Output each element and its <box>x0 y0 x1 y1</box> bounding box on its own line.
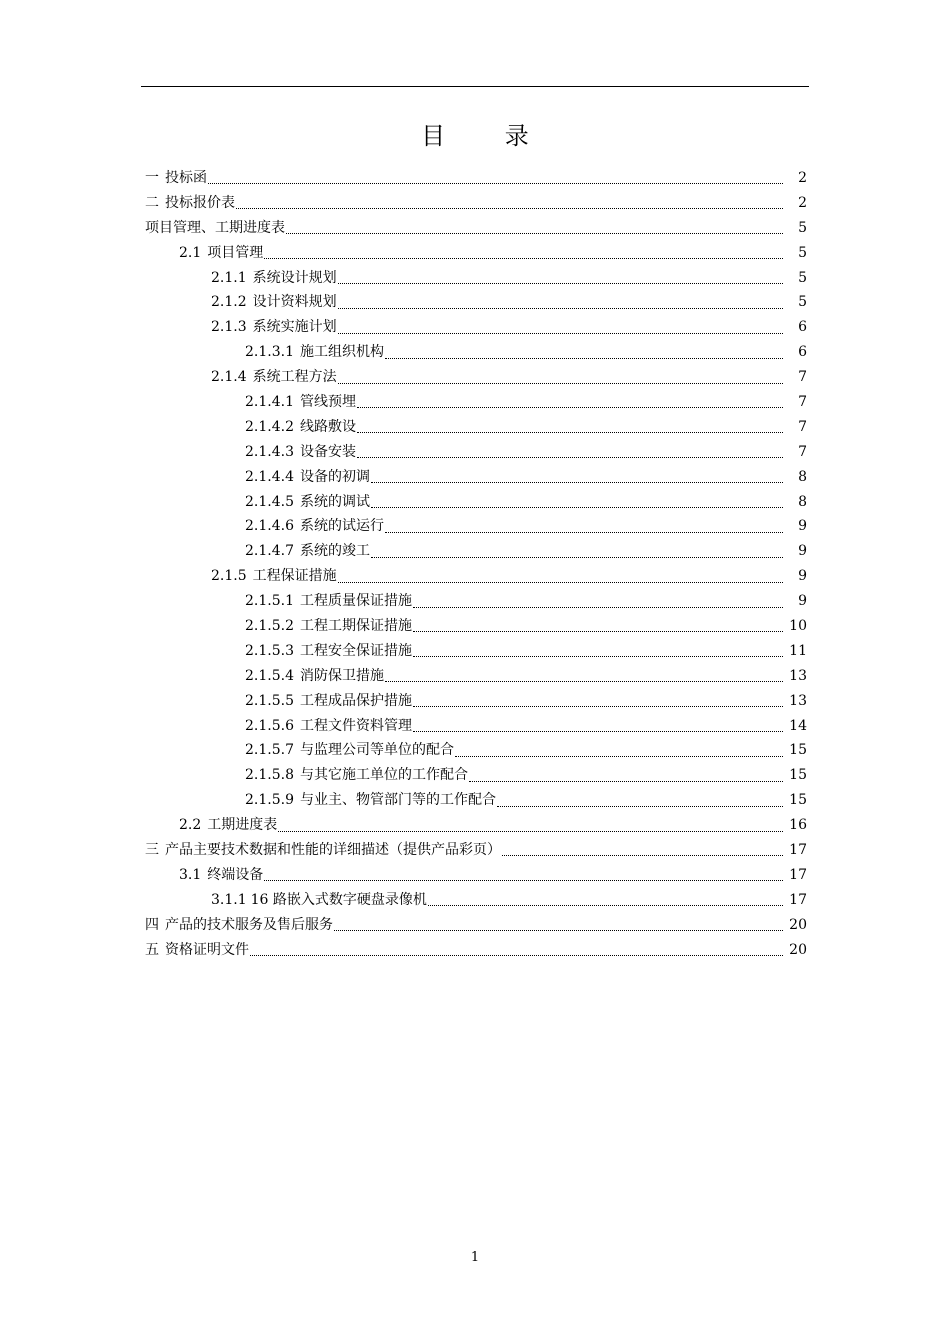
toc-entry-label <box>245 539 370 564</box>
dot-leader <box>413 655 783 657</box>
toc-entry-text: 线路敷设 <box>299 418 356 435</box>
toc-entry[interactable] <box>145 390 807 415</box>
toc-entry-text: 与业主、物管部门等的工作配合 <box>299 792 496 809</box>
toc-entry-label <box>245 514 384 539</box>
dot-leader <box>357 431 783 433</box>
toc-entry-page: 15 <box>789 742 807 759</box>
toc-entry-page: 5 <box>798 244 807 261</box>
toc-entry-page: 13 <box>789 692 807 709</box>
toc-entry[interactable] <box>145 539 807 564</box>
toc-entry-label <box>145 938 249 963</box>
toc-entry-number: 2.1.5 <box>211 568 247 585</box>
toc-entry-page: 15 <box>789 792 807 809</box>
toc-entry[interactable] <box>145 465 807 490</box>
toc-entry-label <box>245 614 412 639</box>
toc-entry-text: 系统设计规划 <box>252 269 337 286</box>
toc-entry[interactable] <box>145 913 807 938</box>
toc-entry-page: 2 <box>798 194 807 211</box>
toc-entry-text: 产品的技术服务及售后服务 <box>165 916 333 933</box>
toc-entry-label <box>245 738 454 763</box>
dot-leader <box>278 830 783 832</box>
toc-entry[interactable] <box>145 564 807 589</box>
toc-entry-label <box>245 440 356 465</box>
toc-entry[interactable] <box>145 241 807 266</box>
toc-entry-text: 设备的初调 <box>299 468 370 485</box>
dot-leader <box>264 879 783 881</box>
toc-entry-label <box>211 266 337 291</box>
toc-entry-label <box>245 465 370 490</box>
dot-leader <box>264 257 783 259</box>
toc-entry[interactable] <box>145 365 807 390</box>
toc-entry[interactable] <box>145 340 807 365</box>
toc-entry-page: 7 <box>798 418 807 435</box>
toc-entry-label <box>145 838 501 863</box>
dot-leader <box>497 805 783 807</box>
toc-entry-text: 投标报价表 <box>165 194 235 211</box>
toc-entry-page: 17 <box>789 842 807 859</box>
toc-entry-number: 2.1.4.4 <box>245 468 294 485</box>
dot-leader <box>502 854 783 856</box>
toc-entry-page: 8 <box>798 493 807 510</box>
toc-entry-text: 工程成品保护措施 <box>299 692 412 709</box>
toc-entry-text: 与监理公司等单位的配合 <box>299 742 454 759</box>
dot-leader <box>286 232 783 234</box>
toc-entry-label <box>179 813 277 838</box>
toc-entry-number: 2.1.5.1 <box>245 593 294 610</box>
toc-entry-page: 6 <box>798 319 807 336</box>
toc-entry-page: 14 <box>789 717 807 734</box>
toc-entry[interactable] <box>145 290 807 315</box>
toc-entry-label <box>245 788 496 813</box>
toc-entry-label <box>179 241 263 266</box>
dot-leader <box>413 730 783 732</box>
toc-entry-label <box>245 689 412 714</box>
toc-entry-text: 设备安装 <box>299 443 356 460</box>
toc-entry[interactable] <box>145 266 807 291</box>
toc-entry-page: 17 <box>789 891 807 908</box>
dot-leader <box>371 506 783 508</box>
dot-leader <box>338 307 783 309</box>
toc-entry-number: 二 <box>145 194 159 211</box>
dot-leader <box>338 581 783 583</box>
toc-entry-page: 17 <box>789 866 807 883</box>
dot-leader <box>455 755 783 757</box>
dot-leader <box>413 630 783 632</box>
toc-entry-page: 2 <box>798 170 807 186</box>
toc-entry[interactable] <box>145 813 807 838</box>
toc-entry-number: 2.1.4.5 <box>245 493 294 510</box>
dot-leader <box>357 406 783 408</box>
toc-entry-text: 与其它施工单位的工作配合 <box>299 767 468 784</box>
toc-entry-text: 工程安全保证措施 <box>299 642 412 659</box>
toc-entry-text: 施工组织机构 <box>299 344 384 361</box>
toc-entry-label <box>211 315 337 340</box>
toc-entry[interactable] <box>145 938 807 963</box>
toc-entry-number: 2.1.2 <box>211 294 247 311</box>
toc-entry-page: 7 <box>798 443 807 460</box>
page-number: 1 <box>470 1250 480 1265</box>
toc-entry-text: 16 路嵌入式数字硬盘录像机 <box>250 891 427 908</box>
toc-entry-text: 管线预埋 <box>299 394 356 411</box>
dot-leader <box>428 904 783 906</box>
toc-entry-text: 工程工期保证措施 <box>299 618 412 635</box>
toc-entry-page: 7 <box>798 369 807 386</box>
toc-entry-label <box>145 191 235 216</box>
toc-entry-number: 2.1.4.1 <box>245 394 294 411</box>
toc-entry-number: 一 <box>145 170 159 186</box>
toc-entry-text: 系统的试运行 <box>299 518 384 535</box>
dot-leader <box>357 456 783 458</box>
toc-entry-page: 5 <box>798 269 807 286</box>
toc-entry[interactable] <box>145 763 807 788</box>
toc-entry-page: 9 <box>798 593 807 610</box>
toc-entry-label <box>211 290 337 315</box>
toc-entry[interactable] <box>145 440 807 465</box>
toc-entry-page: 20 <box>789 916 807 933</box>
toc-entry-text: 投标函 <box>165 170 207 186</box>
toc-entry[interactable] <box>145 788 807 813</box>
dot-leader <box>385 531 783 533</box>
toc-entry[interactable] <box>145 714 807 739</box>
toc-entry-page: 6 <box>798 344 807 361</box>
toc-entry[interactable] <box>145 415 807 440</box>
toc-entry-label <box>145 913 333 938</box>
toc-entry-label <box>145 166 207 191</box>
toc-entry-number: 2.1.5.6 <box>245 717 294 734</box>
toc-entry-number: 2.1.3.1 <box>245 344 294 361</box>
toc-entry-text: 工程文件资料管理 <box>299 717 412 734</box>
dot-leader <box>469 780 783 782</box>
toc-entry-label <box>245 639 412 664</box>
page-title: 目 录 <box>421 122 555 150</box>
toc-entry-page: 7 <box>798 394 807 411</box>
dot-leader <box>236 207 783 209</box>
toc-entry-label <box>245 390 356 415</box>
dot-leader <box>413 606 783 608</box>
toc-entry[interactable] <box>145 315 807 340</box>
toc-entry-label <box>211 365 337 390</box>
toc-entry-text: 项目管理 <box>207 244 264 261</box>
toc-entry-page: 13 <box>789 667 807 684</box>
toc-entry[interactable] <box>145 614 807 639</box>
dot-leader <box>385 680 783 682</box>
toc-entry[interactable] <box>145 664 807 689</box>
toc-entry-page: 5 <box>798 219 807 236</box>
toc-entry-page: 16 <box>789 817 807 834</box>
dot-leader <box>208 182 783 184</box>
toc-entry-number: 四 <box>145 916 159 933</box>
dot-leader <box>334 929 783 931</box>
dot-leader <box>413 705 783 707</box>
dot-leader <box>338 282 783 284</box>
dot-leader <box>371 556 783 558</box>
table-of-contents <box>145 166 807 963</box>
dot-leader <box>250 954 783 956</box>
toc-entry-text: 资格证明文件 <box>165 941 249 958</box>
toc-entry-number: 2.1.4 <box>211 369 247 386</box>
toc-entry-number: 2.1.5.5 <box>245 692 294 709</box>
toc-entry-text: 产品主要技术数据和性能的详细描述（提供产品彩页） <box>165 842 501 859</box>
toc-entry[interactable] <box>145 191 807 216</box>
toc-entry-number: 2.1.4.2 <box>245 418 294 435</box>
toc-entry-page: 8 <box>798 468 807 485</box>
toc-entry-number: 2.1.1 <box>211 269 247 286</box>
toc-entry-number: 五 <box>145 941 159 958</box>
toc-entry[interactable] <box>145 888 807 913</box>
toc-entry-label <box>211 888 427 913</box>
toc-entry-text: 系统工程方法 <box>252 369 337 386</box>
toc-entry-number: 三 <box>145 842 159 859</box>
toc-entry[interactable] <box>145 863 807 888</box>
toc-entry-number: 3.1 <box>179 866 202 883</box>
toc-entry-page: 5 <box>798 294 807 311</box>
toc-entry-label <box>245 490 370 515</box>
toc-entry-label <box>179 863 263 888</box>
toc-entry-number: 2.1.5.3 <box>245 642 294 659</box>
dot-leader <box>385 357 783 359</box>
toc-entry-page: 15 <box>789 767 807 784</box>
toc-entry-number: 2.1 <box>179 244 202 261</box>
dot-leader <box>338 332 783 334</box>
toc-entry-text: 终端设备 <box>207 866 264 883</box>
header-rule <box>141 86 809 87</box>
toc-entry-label <box>245 763 468 788</box>
toc-entry[interactable] <box>145 166 807 191</box>
toc-entry-number: 2.1.5.4 <box>245 667 294 684</box>
toc-entry-text: 消防保卫措施 <box>299 667 384 684</box>
toc-entry-page: 10 <box>789 618 807 635</box>
toc-entry-text: 系统的竣工 <box>299 543 370 560</box>
toc-entry-text: 工期进度表 <box>207 817 278 834</box>
toc-entry-page: 9 <box>798 543 807 560</box>
toc-entry-number: 3.1.1 <box>211 891 247 908</box>
toc-entry-label <box>245 589 412 614</box>
toc-entry-label <box>245 340 384 365</box>
toc-entry-page: 20 <box>789 941 807 958</box>
toc-entry[interactable] <box>145 689 807 714</box>
toc-entry-number: 2.1.4.6 <box>245 518 294 535</box>
toc-entry-text: 系统的调试 <box>299 493 370 510</box>
toc-entry-number: 2.2 <box>179 817 202 834</box>
toc-entry-text: 设计资料规划 <box>252 294 337 311</box>
toc-entry[interactable] <box>145 838 807 863</box>
toc-entry-page: 9 <box>798 568 807 585</box>
toc-entry-number: 2.1.4.7 <box>245 543 294 560</box>
toc-entry-text: 工程保证措施 <box>252 568 337 585</box>
toc-entry[interactable] <box>145 490 807 515</box>
toc-entry-label <box>245 664 384 689</box>
toc-entry[interactable] <box>145 216 807 241</box>
toc-entry-number: 2.1.5.7 <box>245 742 294 759</box>
toc-entry-text: 工程质量保证措施 <box>299 593 412 610</box>
toc-entry-number: 2.1.5.8 <box>245 767 294 784</box>
toc-entry[interactable] <box>145 589 807 614</box>
toc-entry-number: 2.1.3 <box>211 319 247 336</box>
toc-entry-page: 9 <box>798 518 807 535</box>
toc-entry-number: 2.1.5.9 <box>245 792 294 809</box>
toc-entry-page: 11 <box>789 642 807 659</box>
toc-entry-text: 系统实施计划 <box>252 319 337 336</box>
toc-entry-label <box>145 216 285 241</box>
dot-leader <box>371 481 783 483</box>
toc-entry[interactable] <box>145 514 807 539</box>
toc-entry[interactable] <box>145 738 807 763</box>
toc-entry-label <box>245 714 412 739</box>
toc-entry-label <box>245 415 356 440</box>
toc-entry-text: 项目管理、工期进度表 <box>145 219 285 236</box>
toc-entry-label <box>211 564 337 589</box>
dot-leader <box>338 382 783 384</box>
toc-entry[interactable] <box>145 639 807 664</box>
toc-entry-number: 2.1.4.3 <box>245 443 294 460</box>
toc-entry-number: 2.1.5.2 <box>245 618 294 635</box>
